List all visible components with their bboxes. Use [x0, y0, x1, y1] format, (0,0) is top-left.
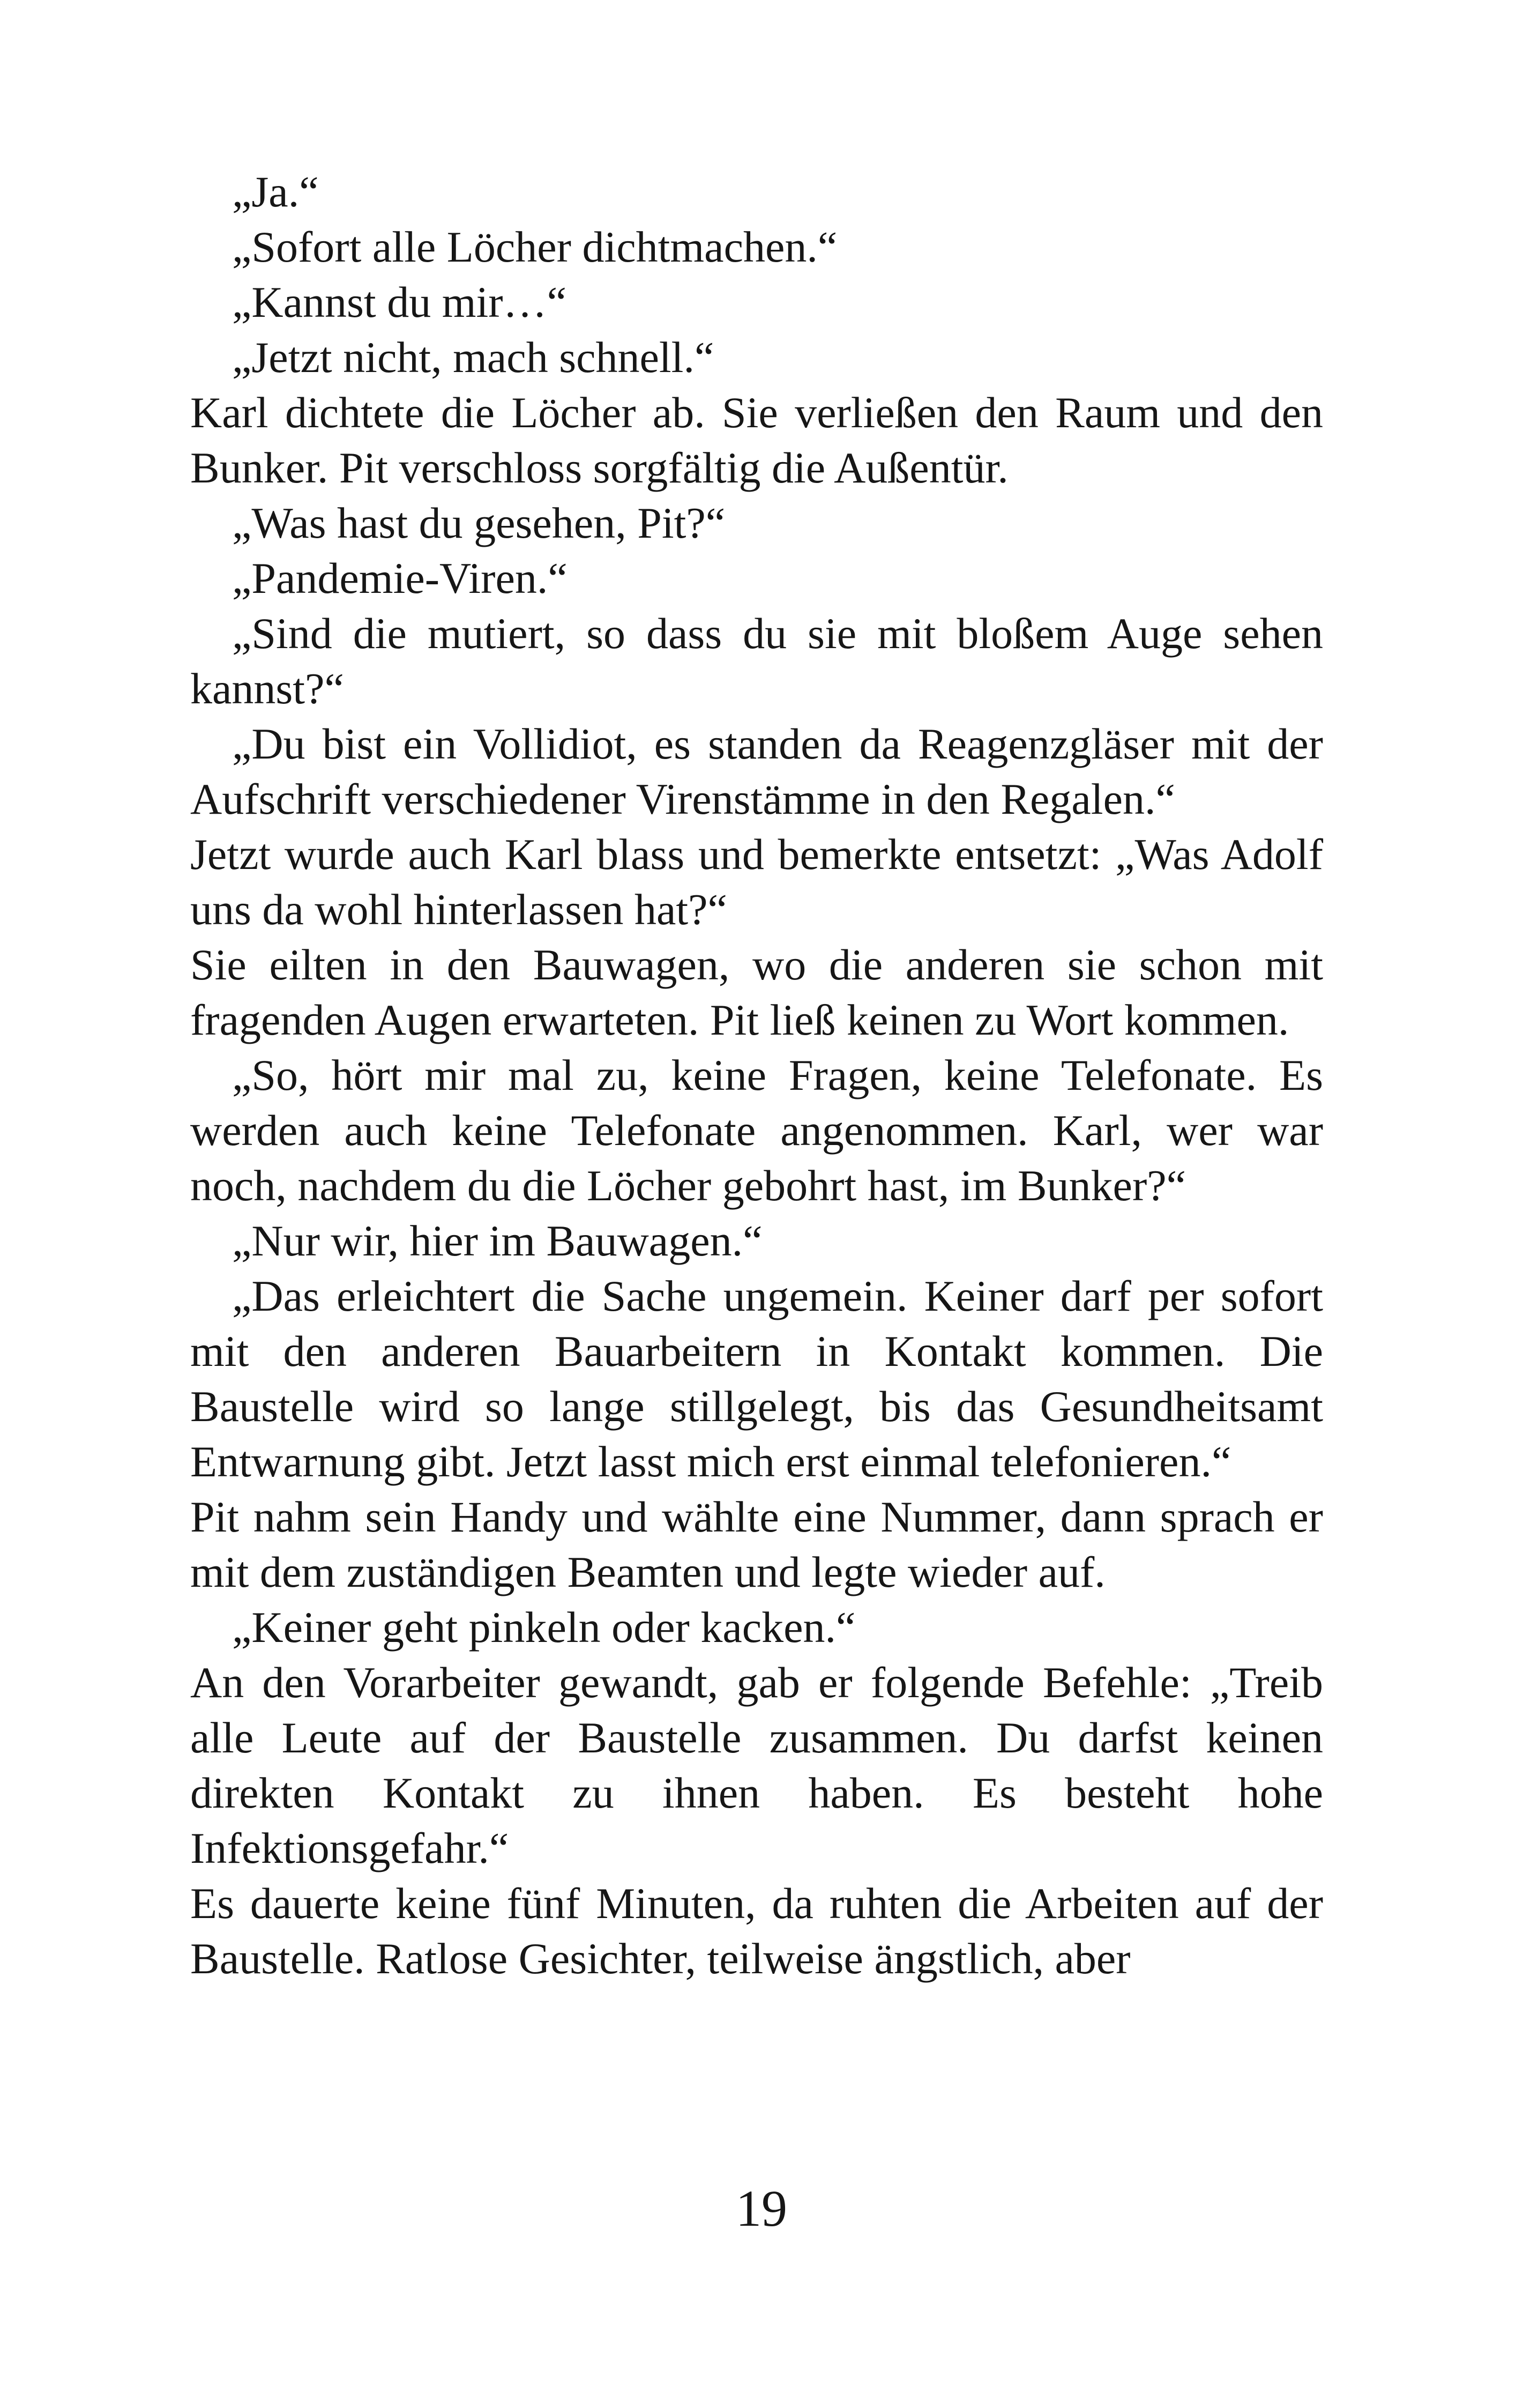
paragraph: „Du bist ein Vollidiot, es standen da Reagenzgläser mit der Aufschrift verschiedener Virenstämme in den Regalen.“: [190, 719, 1323, 823]
paragraph: „Ja.“: [232, 167, 319, 216]
page-number: 19: [736, 2180, 787, 2237]
paragraph: „So, hört mir mal zu, keine Fragen, keine Telefonate. Es werden auch keine Telefonate angenommen. Karl, wer war noch, nachdem du die Löcher gebohrt hast, im Bunker?“: [190, 1051, 1323, 1210]
paragraph: An den Vorarbeiter gewandt, gab er folgende Befehle: „Treib alle Leute auf der Baustelle zusammen. Du darfst keinen direkten Kontakt zu ihnen haben. Es besteht hohe Infektionsgefahr.“: [190, 1658, 1323, 1872]
paragraph: Es dauerte keine fünf Minuten, da ruhten die Arbeiten auf der Baustelle. Ratlose Gesichter, teilweise ängstlich, aber: [190, 1879, 1323, 1983]
paragraph: „Sind die mutiert, so dass du sie mit bloßem Auge sehen kannst?“: [190, 609, 1323, 713]
paragraph: „Kannst du mir…“: [232, 278, 566, 326]
paragraph: Jetzt wurde auch Karl blass und bemerkte entsetzt: „Was Adolf uns da wohl hinterlassen hat?“: [190, 830, 1323, 934]
paragraph: Sie eilten in den Bauwagen, wo die anderen sie schon mit fragenden Augen erwarteten. Pit ließ keinen zu Wort kommen.: [190, 940, 1323, 1044]
paragraph: „Nur wir, hier im Bauwagen.“: [232, 1216, 763, 1265]
paragraph: „Das erleichtert die Sache ungemein. Keiner darf per sofort mit den anderen Bauarbeitern in Kontakt kommen. Die Baustelle wird so lange stillgelegt, bis das Gesundheitsamt Entwarnung gibt. Jetzt lasst mich erst einmal telefonieren.“: [190, 1272, 1323, 1486]
paragraph: „Pandemie-Viren.“: [232, 554, 568, 603]
paragraph: „Sofort alle Löcher dichtmachen.“: [232, 222, 838, 271]
body-text: [190, 164, 1323, 1986]
paragraph: „Was hast du gesehen, Pit?“: [232, 499, 726, 547]
paragraph: „Jetzt nicht, mach schnell.“: [232, 333, 714, 382]
paragraph: Pit nahm sein Handy und wählte eine Nummer, dann sprach er mit dem zuständigen Beamten und legte wieder auf.: [190, 1492, 1323, 1596]
paragraph: Karl dichtete die Löcher ab. Sie verließen den Raum und den Bunker. Pit verschloss sorgfältig die Außentür.: [190, 388, 1323, 492]
paragraph: „Keiner geht pinkeln oder kacken.“: [232, 1603, 856, 1652]
